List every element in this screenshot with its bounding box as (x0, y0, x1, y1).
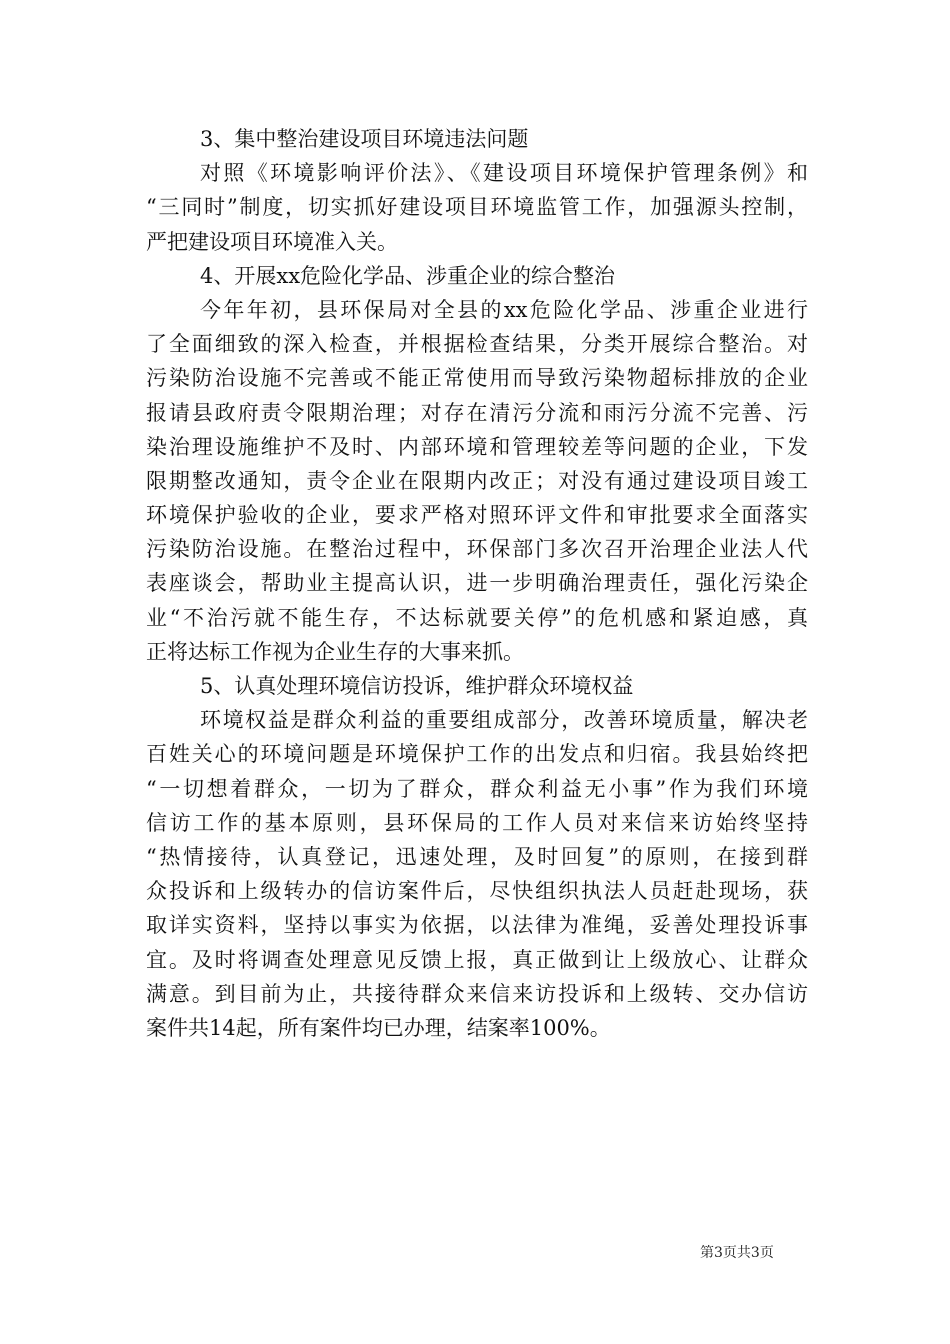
text-line: 正将达标工作视为企业生存的大事来抓。 (146, 639, 524, 664)
text-line: 环境保护验收的企业，要求严格对照环评文件和审批要求全面落实 (146, 503, 808, 528)
page-number: 第3页共3页 (700, 1245, 774, 1261)
text-line: 5、认真处理环境信访投诉，维护群众环境权益 (200, 674, 634, 698)
text-line: 限期整改通知，责令企业在限期内改正；对没有通过建设项目竣工 (146, 468, 808, 493)
text-line: “三同时”制度，切实抓好建设项目环境监管工作，加强源头控制， (146, 195, 808, 220)
text-line: 对照《环境影响评价法》、《建设项目环境保护管理条例》和 (200, 161, 808, 186)
text-line: “一切想着群众，一切为了群众，群众利益无小事”作为我们环境 (146, 776, 808, 801)
text-line: 污染防治设施不完善或不能正常使用而导致污染物超标排放的企业 (146, 366, 808, 391)
text-line: 污染防治设施。在整治过程中，环保部门多次召开治理企业法人代 (146, 537, 808, 562)
text-line: 业“不治污就不能生存，不达标就要关停”的危机感和紧迫感，真 (146, 605, 808, 630)
text-line: 染治理设施维护不及时、内部环境和管理较差等问题的企业，下发 (146, 434, 808, 459)
document-body (146, 122, 808, 1045)
text-line: 百姓关心的环境问题是环境保护工作的出发点和归宿。我县始终把 (146, 742, 808, 767)
text-line: 今年年初，县环保局对全县的xx危险化学品、涉重企业进行 (200, 297, 808, 322)
text-line: 了全面细致的深入检查，并根据检查结果，分类开展综合整治。对 (146, 332, 808, 357)
text-line: 信访工作的基本原则，县环保局的工作人员对来信来访始终坚持 (146, 810, 808, 835)
text-line: 满意。到目前为止，共接待群众来信来访投诉和上级转、交办信访 (146, 981, 808, 1006)
text-line: “热情接待，认真登记，迅速处理，及时回复”的原则，在接到群 (146, 844, 808, 869)
text-line: 4、开展xx危险化学品、涉重企业的综合整治 (200, 263, 616, 288)
text-line: 严把建设项目环境准入关。 (146, 229, 398, 254)
text-line: 案件共14起，所有案件均已办理，结案率100%。 (146, 1015, 611, 1040)
text-line: 众投诉和上级转办的信访案件后，尽快组织执法人员赶赴现场，获 (146, 879, 808, 904)
text-line: 表座谈会，帮助业主提高认识，进一步明确治理责任，强化污染企 (146, 571, 808, 596)
text-line: 宜。及时将调查处理意见反馈上报，真正做到让上级放心、让群众 (146, 947, 808, 972)
text-line: 环境权益是群众利益的重要组成部分，改善环境质量，解决老 (200, 708, 808, 733)
text-line: 取详实资料，坚持以事实为依据，以法律为准绳，妥善处理投诉事 (146, 913, 808, 938)
text-line: 报请县政府责令限期治理；对存在清污分流和雨污分流不完善、污 (146, 400, 808, 425)
text-line: 3、集中整治建设项目环境违法问题 (200, 127, 529, 151)
